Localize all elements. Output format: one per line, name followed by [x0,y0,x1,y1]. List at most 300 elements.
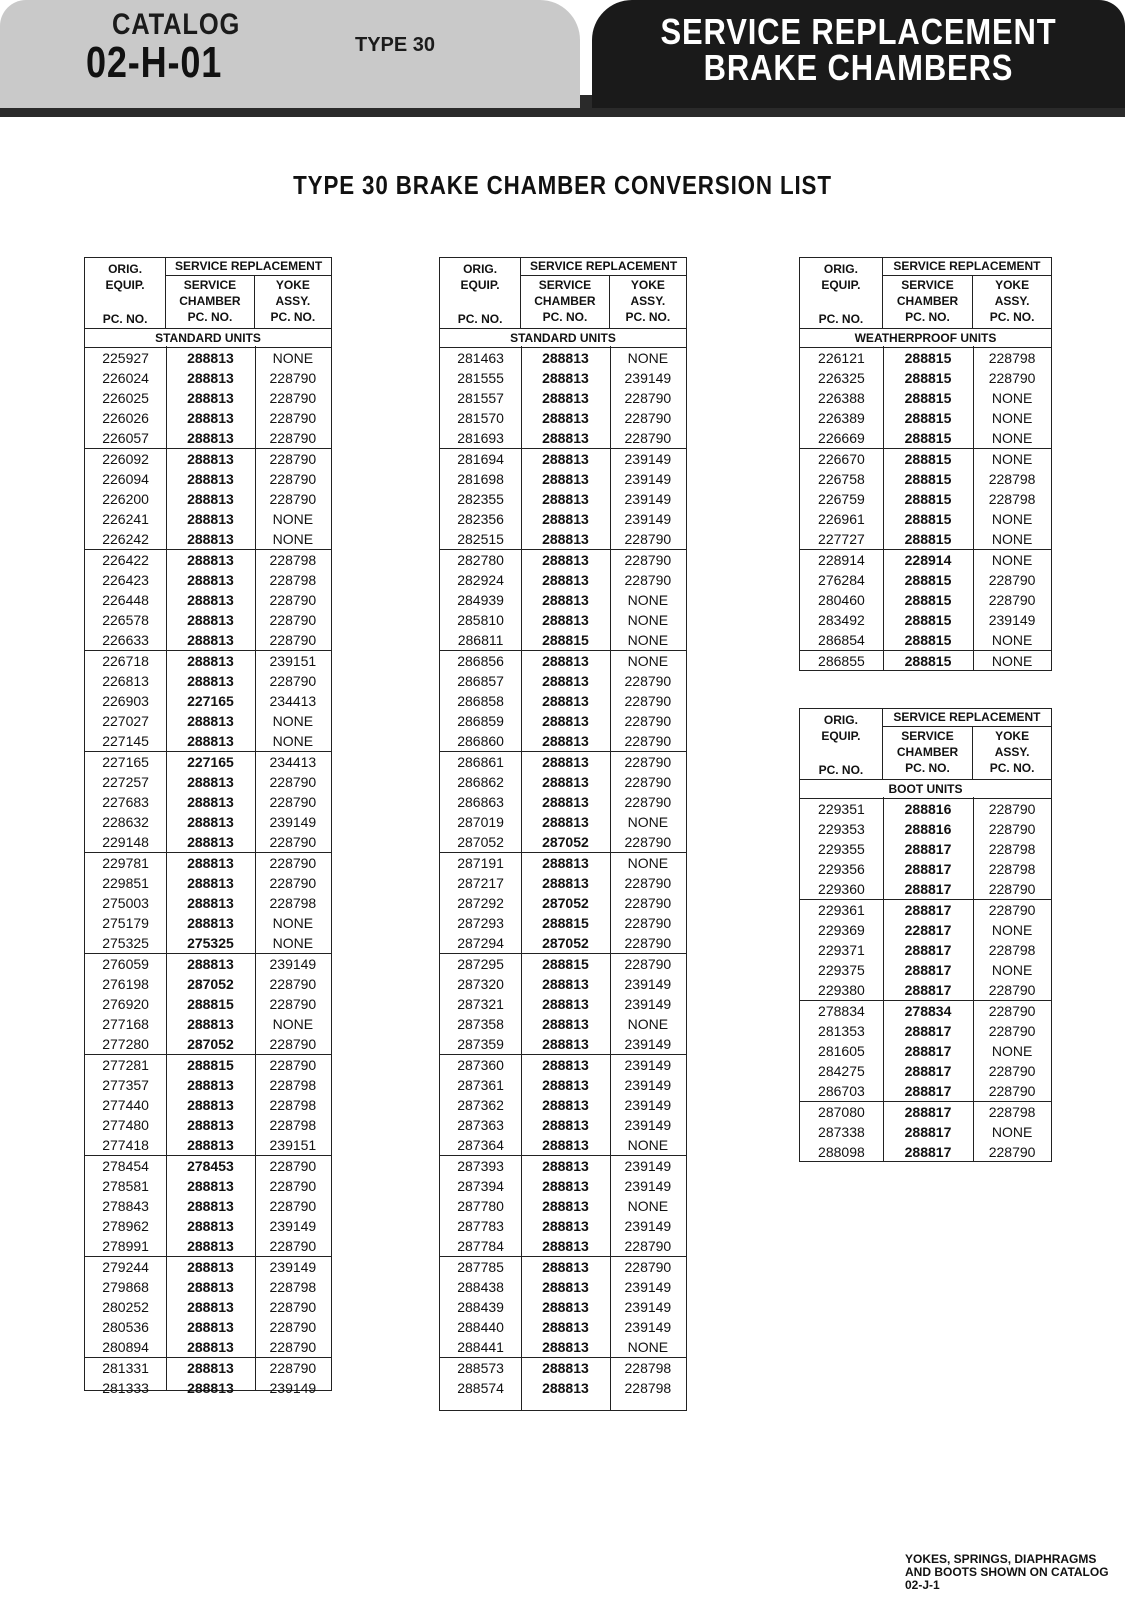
table-header [85,258,331,329]
yoke-assy-pc-no: NONE [272,350,314,366]
service-chamber-pc-no: 288813 [187,653,234,669]
conversion-table-standard-2 [439,257,687,1411]
service-chamber-pc-no: 288813 [542,612,589,628]
yoke-assy-pc-no: 228798 [269,1097,317,1113]
yoke-assy-pc-no: 228790 [624,774,672,790]
service-chamber-pc-no: 288813 [187,895,234,911]
table-row [85,913,331,933]
service-chamber-pc-no: 288813 [187,1016,234,1032]
table-row [85,1095,331,1115]
yoke-assy-pc-no: 228790 [269,1178,317,1194]
service-chamber-pc-no: 288817 [904,1023,952,1039]
service-chamber-pc-no: 288813 [187,956,234,972]
orig-pc-no: 286860 [457,733,504,749]
yoke-assy-pc-no: 228798 [269,572,317,588]
column-divider [973,797,974,1161]
orig-pc-no: 284939 [457,592,504,608]
yoke-assy-pc-no: 228790 [624,1259,672,1275]
footer-note [905,1553,1109,1592]
table-row [85,792,331,812]
orig-equip-header: ORIG. EQUIP. PC. NO. [800,709,883,779]
table-row [85,873,331,893]
yoke-assy-pc-no: 228790 [269,996,317,1012]
table-row [440,1095,686,1115]
service-chamber-pc-no: 288813 [542,1360,589,1376]
table-row [800,920,1051,940]
yoke-assy-pc-no: 228790 [624,552,672,568]
table-row [440,610,686,630]
yoke-assy-pc-no: NONE [627,1016,669,1032]
table-row [85,1075,331,1095]
yoke-assy-pc-no: NONE [272,733,314,749]
yoke-assy-pc-no: NONE [991,653,1033,669]
yoke-assy-pc-no: 228790 [269,390,317,406]
table-row [85,650,331,671]
yoke-assy-pc-no: 228790 [269,1339,317,1355]
orig-pc-no: 229148 [102,834,149,850]
yoke-assy-header: YOKE ASSY. PC. NO. [989,729,1035,775]
yoke-assy-header: YOKE ASSY. PC. NO. [989,278,1035,324]
yoke-assy-pc-no: 228798 [269,1117,317,1133]
table-row [440,368,686,388]
orig-pc-no: 226388 [818,390,865,406]
orig-pc-no: 287363 [457,1117,504,1133]
service-chamber-pc-no: 288815 [542,915,589,931]
service-chamber-pc-no: 288813 [542,996,589,1012]
service-chamber-pc-no: 288817 [904,982,952,998]
service-chamber-pc-no: 288813 [542,1259,589,1275]
orig-pc-no: 226669 [818,430,865,446]
table-row [800,489,1051,509]
table-row [800,368,1051,388]
yoke-assy-pc-no: 228790 [269,1319,317,1335]
service-chamber-pc-no: 288813 [187,1077,234,1093]
table-row [800,940,1051,960]
catalog-number: 02-H-01 [86,38,223,87]
table-row [800,590,1051,610]
service-chamber-pc-no: 288813 [542,1077,589,1093]
table-row [85,1014,331,1034]
yoke-assy-pc-no: 239149 [624,511,672,527]
table-row [440,913,686,933]
service-chamber-pc-no: 288815 [904,511,952,527]
section-label: STANDARD UNITS [85,329,331,348]
service-chamber-pc-no: 288815 [904,390,952,406]
type-label: TYPE 30 [355,34,436,56]
service-chamber-pc-no: 288817 [904,902,952,918]
table-row [800,799,1051,819]
service-chamber-pc-no: 288813 [542,572,589,588]
service-chamber-pc-no: 288813 [542,552,589,568]
orig-pc-no: 287191 [457,855,504,871]
orig-pc-no: 281570 [457,410,504,426]
orig-pc-no: 288098 [818,1144,865,1160]
table-row [800,1061,1051,1081]
yoke-assy-pc-no: 239149 [269,814,317,830]
table-row [85,832,331,852]
yoke-assy-pc-no: 228798 [988,350,1036,366]
conversion-table-standard-1 [84,257,332,1396]
yoke-assy-pc-no: 239149 [269,1380,317,1396]
orig-pc-no: 277357 [102,1077,149,1093]
service-chamber-pc-no: 288815 [904,410,952,426]
orig-pc-no: 226903 [102,693,149,709]
table-row [800,899,1051,920]
table-row [85,731,331,751]
yoke-assy-pc-no: 228798 [988,861,1036,877]
service-chamber-pc-no: 288813 [187,592,234,608]
service-chamber-pc-no: 288817 [904,1063,952,1079]
yoke-assy-header: YOKE ASSY. PC. NO. [625,278,671,324]
table-row [440,529,686,549]
table-row [85,509,331,529]
service-chamber-pc-no: 288813 [542,350,589,366]
table-row [440,832,686,852]
service-chamber-pc-no: 288815 [542,956,589,972]
table-row [440,812,686,832]
yoke-assy-pc-no: 239149 [624,1218,672,1234]
service-chamber-pc-no: 288813 [187,451,234,467]
service-chamber-pc-no: 288813 [187,1339,234,1355]
orig-pc-no: 288441 [457,1339,504,1355]
table-row [85,408,331,428]
table-header [800,258,1051,329]
orig-pc-no: 287294 [457,935,504,951]
orig-pc-no: 282356 [457,511,504,527]
orig-pc-no: 287338 [818,1124,865,1140]
orig-pc-no: 288440 [457,1319,504,1335]
table-row [440,933,686,953]
table-row [440,570,686,590]
orig-pc-no: 287361 [457,1077,504,1093]
yoke-assy-header: YOKE ASSY. PC. NO. [270,278,316,324]
yoke-assy-pc-no: 228798 [269,1077,317,1093]
service-chamber-pc-no: 288813 [187,1097,234,1113]
service-chamber-pc-no: 288813 [187,1380,234,1396]
yoke-assy-pc-no: 228790 [988,902,1036,918]
orig-pc-no: 280460 [818,592,865,608]
orig-pc-no: 286856 [457,653,504,669]
service-replacement-header: SERVICE REPLACEMENT [883,258,1051,276]
table-row [440,1236,686,1256]
service-chamber-pc-no: 288815 [187,996,234,1012]
service-chamber-pc-no: 288813 [542,673,589,689]
yoke-assy-pc-no: 239149 [624,1158,672,1174]
orig-pc-no: 282355 [457,491,504,507]
table-body [800,799,1051,1162]
yoke-assy-pc-no: 228790 [624,531,672,547]
orig-pc-no: 227145 [102,733,149,749]
table-row [440,691,686,711]
service-chamber-pc-no: 288813 [187,1137,234,1153]
table-row [85,469,331,489]
service-chamber-pc-no: 288813 [187,774,234,790]
orig-pc-no: 226422 [102,552,149,568]
table-row [800,610,1051,630]
service-chamber-pc-no: 278834 [904,1003,952,1019]
yoke-assy-pc-no: 239149 [624,1117,672,1133]
orig-pc-no: 287321 [457,996,504,1012]
table-body [440,348,686,1398]
service-chamber-pc-no: 288813 [542,471,589,487]
service-chamber-pc-no: 288813 [542,774,589,790]
orig-pc-no: 226578 [102,612,149,628]
orig-pc-no: 279868 [102,1279,149,1295]
yoke-assy-pc-no: 228790 [269,1360,317,1376]
service-chamber-pc-no: 288815 [904,653,952,669]
yoke-assy-pc-no: 228790 [988,982,1036,998]
yoke-assy-pc-no: 228790 [269,632,317,648]
orig-pc-no: 226242 [102,531,149,547]
yoke-assy-pc-no: 228790 [269,875,317,891]
orig-pc-no: 278991 [102,1238,149,1254]
yoke-assy-pc-no: NONE [272,713,314,729]
table-row [85,1216,331,1236]
service-chamber-pc-no: 288813 [542,794,589,810]
table-row [800,980,1051,1000]
service-chamber-pc-no: 288815 [904,451,952,467]
service-chamber-pc-no: 288813 [187,531,234,547]
orig-pc-no: 229351 [818,801,865,817]
orig-pc-no: 276198 [102,976,149,992]
table-row [440,509,686,529]
yoke-assy-pc-no: 228790 [269,612,317,628]
orig-pc-no: 288574 [457,1380,504,1396]
service-chamber-pc-no: 288813 [187,471,234,487]
orig-pc-no: 286859 [457,713,504,729]
service-chamber-pc-no: 288813 [542,1097,589,1113]
yoke-assy-pc-no: 228790 [988,801,1036,817]
orig-pc-no: 287362 [457,1097,504,1113]
table-row [85,448,331,469]
service-chamber-pc-no: 288813 [187,632,234,648]
yoke-assy-pc-no: 228790 [269,1238,317,1254]
service-chamber-pc-no: 227165 [187,754,234,770]
orig-pc-no: 226121 [818,350,865,366]
service-chamber-pc-no: 288813 [187,814,234,830]
table-row [85,852,331,873]
table-row [85,1357,331,1378]
conversion-table-boot [799,708,1052,1162]
service-chamber-pc-no: 288813 [187,673,234,689]
table-body [800,348,1051,671]
orig-pc-no: 282780 [457,552,504,568]
orig-pc-no: 276284 [818,572,865,588]
yoke-assy-pc-no: NONE [627,1339,669,1355]
table-row [440,1054,686,1075]
footer-line2: AND BOOTS SHOWN ON CATALOG [905,1565,1109,1579]
yoke-assy-pc-no: NONE [627,350,669,366]
table-row [85,1277,331,1297]
table-row [440,751,686,772]
yoke-assy-pc-no: 228790 [988,1063,1036,1079]
table-row [85,1236,331,1256]
table-row [800,570,1051,590]
service-chamber-pc-no: 288813 [187,1259,234,1275]
column-divider [883,346,884,670]
yoke-assy-pc-no: 228790 [624,956,672,972]
table-row [85,388,331,408]
table-row [85,893,331,913]
table-row [440,1277,686,1297]
service-chamber-pc-no: 288813 [187,370,234,386]
service-chamber-pc-no: 288817 [904,1043,952,1059]
yoke-assy-pc-no: 239149 [269,1218,317,1234]
yoke-assy-pc-no: 228790 [624,875,672,891]
table-row [440,1337,686,1357]
orig-pc-no: 281333 [102,1380,149,1396]
table-row [85,348,331,368]
yoke-assy-pc-no: 228790 [624,794,672,810]
table-row [85,1034,331,1054]
yoke-assy-pc-no: NONE [991,552,1033,568]
yoke-assy-pc-no: 228790 [988,1144,1036,1160]
service-chamber-pc-no: 288813 [187,390,234,406]
orig-pc-no: 229360 [818,881,865,897]
table-row [800,1142,1051,1162]
service-chamber-pc-no: 288813 [187,1218,234,1234]
table-row [85,953,331,974]
yoke-assy-pc-no: 228790 [269,370,317,386]
yoke-assy-pc-no: 228798 [269,895,317,911]
service-chamber-pc-no: 288813 [542,370,589,386]
table-row [85,428,331,448]
orig-pc-no: 288439 [457,1299,504,1315]
service-chamber-pc-no: 275325 [187,935,234,951]
table-row [800,348,1051,368]
orig-pc-no: 286857 [457,673,504,689]
orig-pc-no: 226057 [102,430,149,446]
service-chamber-pc-no: 288813 [542,1339,589,1355]
table-row [440,1014,686,1034]
service-chamber-pc-no: 288813 [187,511,234,527]
orig-pc-no: 227683 [102,794,149,810]
orig-equip-header: ORIG. EQUIP. PC. NO. [85,258,166,328]
table-row [440,772,686,792]
service-chamber-pc-no: 288813 [542,1299,589,1315]
orig-pc-no: 281331 [102,1360,149,1376]
orig-pc-no: 226024 [102,370,149,386]
service-chamber-pc-no: 288815 [904,430,952,446]
yoke-assy-pc-no: NONE [991,451,1033,467]
service-chamber-pc-no: 288813 [187,491,234,507]
table-row [440,1075,686,1095]
table-row [85,529,331,549]
service-chamber-pc-no: 288813 [542,430,589,446]
orig-pc-no: 278834 [818,1003,865,1019]
service-chamber-pc-no: 288813 [542,1198,589,1214]
table-row [440,953,686,974]
service-chamber-pc-no: 228817 [904,922,952,938]
table-row [440,1357,686,1378]
orig-pc-no: 287359 [457,1036,504,1052]
service-chamber-pc-no: 288813 [187,794,234,810]
yoke-assy-pc-no: 228790 [624,915,672,931]
service-chamber-pc-no: 288813 [542,1178,589,1194]
service-chamber-pc-no: 288813 [542,814,589,830]
yoke-assy-pc-no: 239149 [269,1259,317,1275]
service-title [629,11,1087,88]
table-row [440,650,686,671]
yoke-assy-pc-no: 228798 [269,552,317,568]
orig-pc-no: 277280 [102,1036,149,1052]
yoke-assy-pc-no: 228790 [269,976,317,992]
yoke-assy-pc-no: 239149 [624,471,672,487]
table-row [85,1297,331,1317]
table-row [440,1256,686,1277]
orig-pc-no: 277480 [102,1117,149,1133]
yoke-assy-pc-no: 228790 [624,895,672,911]
yoke-assy-pc-no: 239149 [624,491,672,507]
table-row [85,1378,331,1398]
orig-pc-no: 287364 [457,1137,504,1153]
service-chamber-pc-no: 287052 [187,976,234,992]
orig-pc-no: 277418 [102,1137,149,1153]
yoke-assy-pc-no: 228790 [269,794,317,810]
table-row [440,852,686,873]
orig-pc-no: 227165 [102,754,149,770]
orig-pc-no: 226759 [818,491,865,507]
service-chamber-pc-no: 288817 [904,1104,952,1120]
table-row [440,1216,686,1236]
table-header [440,258,686,329]
yoke-assy-pc-no: 228790 [624,572,672,588]
orig-pc-no: 282924 [457,572,504,588]
orig-pc-no: 229356 [818,861,865,877]
yoke-assy-pc-no: 228790 [624,1238,672,1254]
service-chamber-pc-no: 288813 [542,713,589,729]
service-chamber-pc-no: 288813 [187,915,234,931]
service-chamber-pc-no: 228914 [904,552,952,568]
service-chamber-pc-no: 288813 [542,1137,589,1153]
orig-pc-no: 278454 [102,1158,149,1174]
yoke-assy-pc-no: 228798 [624,1380,672,1396]
table-row [85,590,331,610]
service-chamber-pc-no: 288813 [542,592,589,608]
orig-pc-no: 226025 [102,390,149,406]
orig-pc-no: 225927 [102,350,149,366]
service-chamber-pc-no: 288813 [542,693,589,709]
service-chamber-pc-no: 288813 [542,1279,589,1295]
section-label: BOOT UNITS [800,780,1051,799]
yoke-assy-pc-no: 234413 [269,693,317,709]
column-divider [521,346,522,1410]
service-chamber-pc-no: 288813 [187,733,234,749]
yoke-assy-pc-no: 239149 [624,1097,672,1113]
yoke-assy-pc-no: 228790 [269,1057,317,1073]
service-chamber-pc-no: 288815 [904,632,952,648]
service-chamber-pc-no: 288813 [542,390,589,406]
service-chamber-pc-no: 288813 [542,491,589,507]
orig-pc-no: 286811 [457,632,504,648]
service-chamber-pc-no: 288813 [187,1117,234,1133]
orig-pc-no: 229851 [102,875,149,891]
table-row [440,1135,686,1155]
yoke-assy-pc-no: 228790 [269,491,317,507]
table-row [440,448,686,469]
orig-pc-no: 226758 [818,471,865,487]
table-header [800,709,1051,780]
orig-pc-no: 287783 [457,1218,504,1234]
table-row [800,1101,1051,1122]
yoke-assy-pc-no: 228798 [988,942,1036,958]
yoke-assy-pc-no: 239149 [624,1299,672,1315]
yoke-assy-pc-no: NONE [627,1198,669,1214]
service-chamber-pc-no: 288815 [542,632,589,648]
orig-pc-no: 229355 [818,841,865,857]
table-row [85,711,331,731]
orig-pc-no: 228914 [818,552,865,568]
